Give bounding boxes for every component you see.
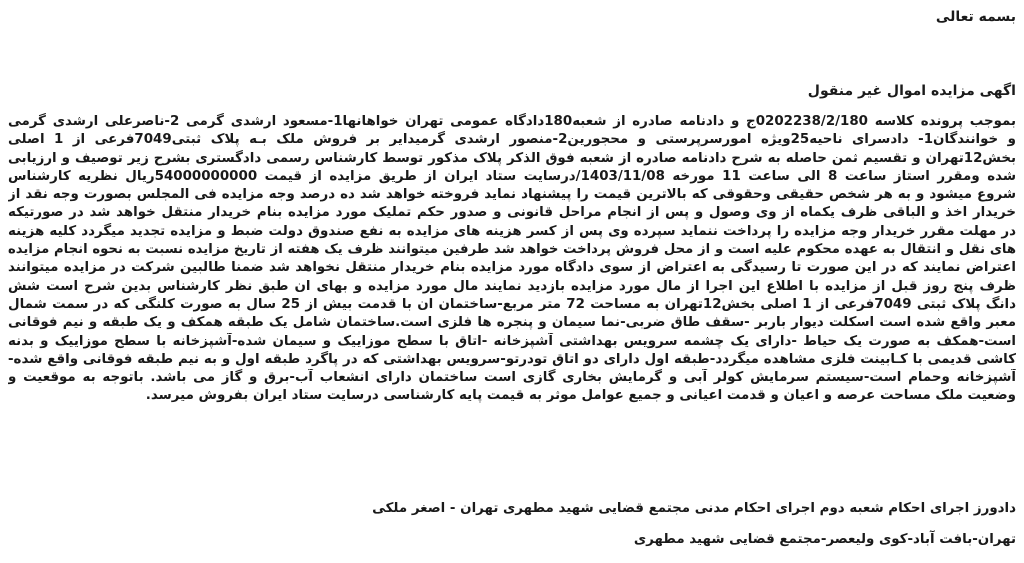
basmala-heading: بسمه تعالی	[935, 9, 1016, 25]
body-line: و خوانندگان1- دادسرای ناحیه25ویژه امورسرپرستی و محجورین2-منصور ارشدی گرمیدایر بر فروش ملک بـه پلاک ثبتی7049فرعی از 1 اصلی	[8, 132, 1016, 148]
body-line: وضعیت ملک مساحت عرصه و اعیان و قدمت اعیانی و جمیع عوامل موثر به قیمت پایه کارشناسی درسایت ستاد ایران بفروش میرسد.	[145, 388, 1016, 404]
body-line: کاشی قدیمی با کـابینت فلزی مشاهده میگردد-طبقه اول دارای دو اتاق تودرتو-سرویس بهداشتی که در پاگرد طبقه اول و به نیم طبقه فوقانی واقع شده-	[8, 351, 1016, 367]
notice-body	[8, 113, 1016, 406]
body-line: آشپزخانه وحمام است-سیستم سرمایش کولر آبی و گرمایش بخاری گازی است ساختمان دارای انشعاب آب-برق و گاز می باشد. باتوجه به موقعیت و	[8, 370, 1016, 386]
court-address-line: تهران-بافت آباد-کوی ولیعصر-مجتمع قضایی شهید مطهری	[633, 532, 1016, 547]
body-line: شروع میشود و به هر شخص حقیقی وحقوقی که بالاترین قیمت را پیشنهاد نماید فروخته خواهد شد ده درصد وجه مزایده فی المجلس بصورت وجه نقد از	[8, 187, 1016, 203]
notice-title: اگهی مزایده اموال غیر منقول	[807, 83, 1016, 99]
body-line: معبر واقع شده است اسکلت دیوار باربر -سقف طاق ضربی-نما سیمان و پنجره ها فلزی است.ساختمان شامل یک طبقه همکف و یک طبقه و نیم فوقانی	[8, 315, 1016, 331]
body-line: اعتراض نمایند که در این صورت تا رسیدگی به اعتراض از سوی دادگاه مورد مزایده بنام خریدار منتقل نخواهد شد ضمنا طالبین شرکت در مزایده میتوانند	[8, 260, 1016, 276]
body-line: است-همکف به صورت یک حیاط -دارای یک چشمه سرویس بهداشتی آشپزخانه -اتاق با سطح موزاییک و سیمان شده-آشپزخانه با سطح موزاییک و بدنه	[8, 333, 1016, 349]
legal-notice-document	[8, 0, 1016, 563]
body-line: بخش12تهران و تقسیم ثمن حاصله به شرح دادنامه صادره از شعبه فوق الذکر پلاک مذکور توسط کارشناس رسمی دادگستری بشرح زیر توصیف و ارزیابی	[8, 150, 1016, 166]
body-line: شده ومقرر استاز ساعت 8 الی ساعت 11 مورخه 1403/11/08/درسایت ستاد ایران از طریق مزایده از قیمت 54000000000ریال نظریه کارشناس	[8, 168, 1016, 184]
body-line: بموجب پرونده کلاسه 0202238/2/180ج و دادنامه صادره از شعبه180دادگاه عمومی تهران خواهانها1-مسعود ارشدی گرمی 2-ناصرعلی ارشدی گرمی	[8, 114, 1016, 129]
body-line: های نقل و انتقال به عهده محکوم علیه است و از محل فروش پرداخت خواهد شد طرفین میتوانند ظرف یک هفته از تاریخ مزایده نسبت به نحوه انجام مزایده	[8, 242, 1016, 258]
body-line: در مهلت مقرر خریدار وجه مزایده را پرداخت ننماید سپرده وی پس از کسر هزینه های مزایده به نفع صندوق دولت ضبط و مزایده تجدید میگردد کلیه هزینه	[8, 223, 1016, 239]
body-line: ظرف پنج روز قبل از مزایده با اطلاع این اجرا از مال مورد مزایده بازدید نمایند مال مورد مزایده و بهای ان طبق نظر کارشناس بدین شرح است شش	[8, 278, 1016, 294]
body-line: خریدار اخذ و الباقی ظرف یکماه از وی وصول و پس از انجام مراحل قانونی و صدور حکم تملیک مورد مزایده بنام خریدار منتقل خواهد شد در صورتیکه	[8, 205, 1016, 221]
issuer-signature-line: دادورز اجرای احکام شعبه دوم اجرای احکام مدنی مجتمع قضایی شهید مطهری تهران - اصغر ملکی	[372, 501, 1016, 516]
body-line: دانگ پلاک ثبتی 7049فرعی از 1 اصلی بخش12تهران به مساحت 72 متر مربع-ساختمان ان با قدمت بیش از 25 سال به صورت کلنگی که در سمت شمال	[8, 296, 1016, 312]
